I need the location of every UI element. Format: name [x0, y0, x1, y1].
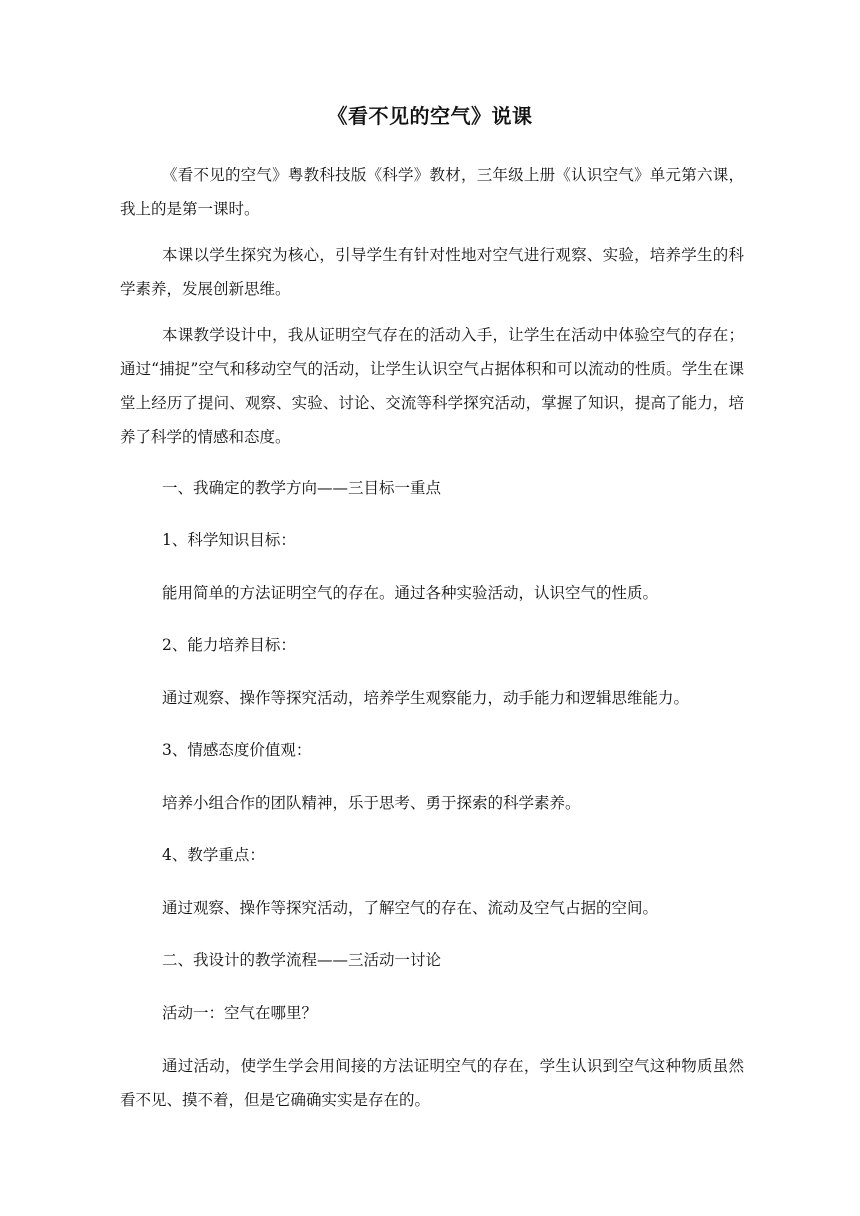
activity-text-where-is-air: 通过活动，使学生学会用间接的方法证明空气的存在，学生认识到空气这种物质虽然看不见、摸不着，但是它确确实实是存在的。	[120, 1057, 744, 1109]
item-text-ability-goal: 通过观察、操作等探究活动，培养学生观察能力，动手能力和逻辑思维能力。	[162, 689, 690, 707]
item-heading-knowledge-goal: 1、科学知识目标：	[162, 531, 296, 549]
document-title: 《看不见的空气》说课	[327, 104, 533, 128]
design-paragraph: 本课教学设计中，我从证明空气存在的活动入手，让学生在活动中体验空气的存在；通过“捕捉”空气和移动空气的活动，让学生认识空气占据体积和可以流动的性质。学生在课堂上经历了提问、观察、实验、讨论、交流等科学探究活动，掌握了知识，提高了能力，培养了科学的情感和态度。	[120, 326, 744, 446]
item-text-knowledge-goal: 能用简单的方法证明空气的存在。通过各种实验活动，认识空气的性质。	[162, 584, 659, 602]
section-heading-teaching-process: 二、我设计的教学流程——三活动一讨论	[162, 951, 442, 969]
item-heading-ability-goal: 2、能力培养目标：	[162, 636, 296, 654]
intro-paragraph: 《看不见的空气》粤教科技版《科学》教材，三年级上册《认识空气》单元第六课，我上的是第一课时。	[120, 166, 744, 218]
item-text-teaching-focus: 通过观察、操作等探究活动，了解空气的存在、流动及空气占据的空间。	[162, 899, 659, 917]
section-heading-teaching-direction: 一、我确定的教学方向——三目标一重点	[162, 479, 442, 497]
activity-heading-where-is-air: 活动一：空气在哪里？	[162, 1004, 318, 1022]
item-heading-teaching-focus: 4、教学重点：	[162, 846, 265, 864]
item-heading-attitude-values: 3、情感态度价值观：	[162, 741, 312, 759]
core-paragraph: 本课以学生探究为核心，引导学生有针对性地对空气进行观察、实验，培养学生的科学素养，发展创新思维。	[120, 246, 744, 298]
item-text-attitude-values: 培养小组合作的团队精神，乐于思考、勇于探索的科学素养。	[162, 794, 581, 812]
